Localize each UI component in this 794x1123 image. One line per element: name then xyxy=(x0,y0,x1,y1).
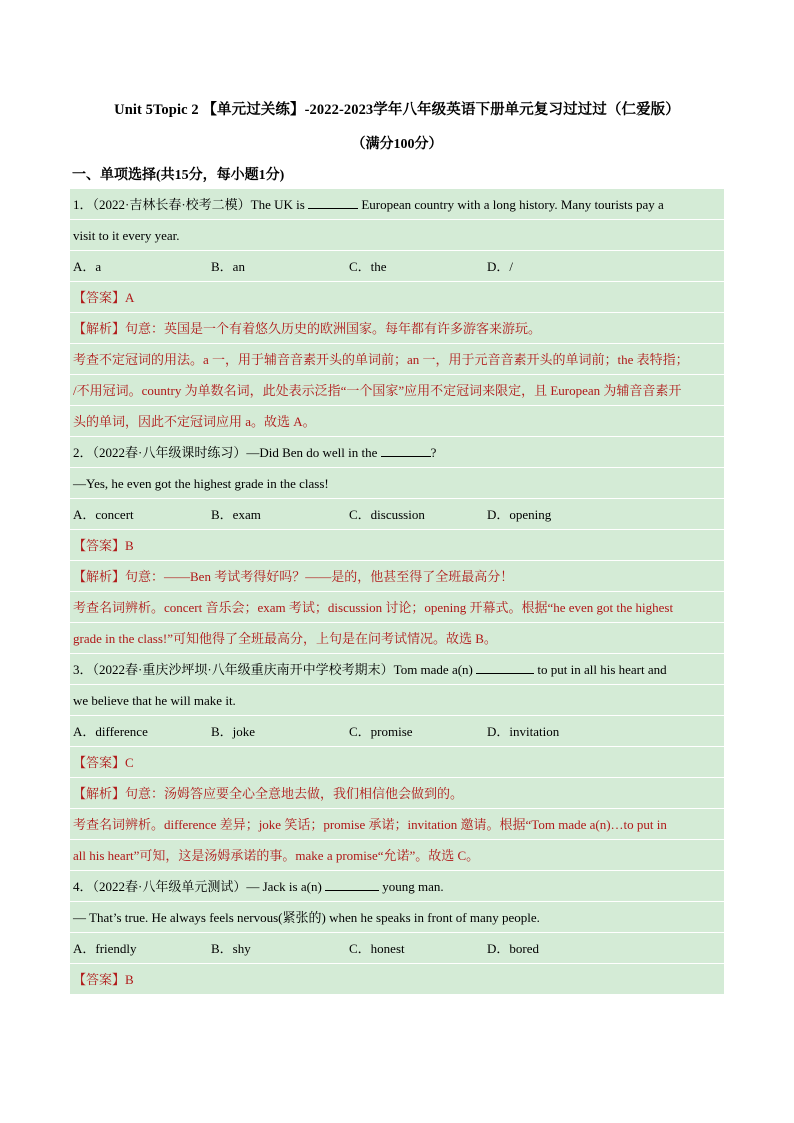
option-b: B．an xyxy=(211,259,245,274)
page-subtitle: （满分100分） xyxy=(351,137,443,152)
question-4-options xyxy=(70,933,724,964)
option-a: A．friendly xyxy=(73,941,137,956)
questions-block xyxy=(70,189,724,995)
option-c: C．honest xyxy=(349,941,405,956)
option-c: C．the xyxy=(349,259,387,274)
question-3-options xyxy=(70,716,724,747)
option-b: B．exam xyxy=(211,507,261,522)
question-2-answer: 【答案】B xyxy=(70,530,724,561)
question-1-explanation-line: 头的单词，因此不定冠词应用 a。故选 A。 xyxy=(70,406,724,437)
answer-blank xyxy=(308,196,358,209)
answer-blank xyxy=(325,878,379,891)
question-1-explanation-line: 考查不定冠词的用法。a 一，用于辅音音素开头的单词前；an 一，用于元音音素开头的单词前；the 表特指； xyxy=(70,344,724,375)
question-2-explanation: 【解析】句意：——Ben 考试考得好吗？——是的，他甚至得了全班最高分！ xyxy=(70,561,724,592)
page-title: Unit 5Topic 2 【单元过关练】-2022-2023学年八年级英语下册单元复习过过过（仁爱版） xyxy=(114,102,680,118)
question-2-explanation-line: 考查名词辨析。concert 音乐会；exam 考试；discussion 讨论；opening 开幕式。根据“he even got the highest xyxy=(70,592,724,623)
question-1-stem: 1．（2022·吉林长春·校考二模）The UK is European country with a long history. Many tourists pay a xyxy=(70,189,724,220)
option-a: A．concert xyxy=(73,507,134,522)
question-1-answer: 【答案】A xyxy=(70,282,724,313)
option-b: B．shy xyxy=(211,941,251,956)
section-heading: 一、单项选择(共15分，每小题1分) xyxy=(72,168,285,183)
question-3-answer: 【答案】C xyxy=(70,747,724,778)
question-3-explanation-line: all his heart”可知，这是汤姆承诺的事。make a promise“允诺”。故选 C。 xyxy=(70,840,724,871)
question-2-options xyxy=(70,499,724,530)
question-2-stem: 2．（2022春·八年级课时练习）—Did Ben do well in the ? xyxy=(70,437,724,468)
option-d: D．opening xyxy=(487,507,552,522)
question-3-stem: 3．（2022春·重庆沙坪坝·八年级重庆南开中学校考期末）Tom made a(n) to put in all his heart and xyxy=(70,654,724,685)
question-1-explanation-line: /不用冠词。country 为单数名词，此处表示泛指“一个国家”应用不定冠词来限定，且 European 为辅音音素开 xyxy=(70,375,724,406)
option-a: A．a xyxy=(73,259,102,274)
option-d: D．invitation xyxy=(487,724,560,739)
question-3-explanation-line: 考查名词辨析。difference 差异；joke 笑话；promise 承诺；invitation 邀请。根据“Tom made a(n)…to put in xyxy=(70,809,724,840)
question-4-answer: 【答案】B xyxy=(70,964,724,995)
question-3-explanation: 【解析】句意：汤姆答应要全心全意地去做，我们相信他会做到的。 xyxy=(70,778,724,809)
option-a: A．difference xyxy=(73,724,148,739)
question-3-stem-cont: we believe that he will make it. xyxy=(70,685,724,716)
answer-blank xyxy=(381,444,431,457)
option-c: C．discussion xyxy=(349,507,425,522)
question-4-stem-cont: — That’s true. He always feels nervous(紧张的) when he speaks in front of many people. xyxy=(70,902,724,933)
question-1-options xyxy=(70,251,724,282)
option-d: D．/ xyxy=(487,259,514,274)
question-2-stem-cont: —Yes, he even got the highest grade in the class! xyxy=(70,468,724,499)
question-4-stem: 4．（2022春·八年级单元测试）— Jack is a(n) young man. xyxy=(70,871,724,902)
answer-blank xyxy=(476,661,534,674)
option-c: C．promise xyxy=(349,724,413,739)
question-2-explanation-line: grade in the class!”可知他得了全班最高分，上句是在问考试情况。故选 B。 xyxy=(70,623,724,654)
question-1-stem-cont: visit to it every year. xyxy=(70,220,724,251)
question-1-explanation: 【解析】句意：英国是一个有着悠久历史的欧洲国家。每年都有许多游客来游玩。 xyxy=(70,313,724,344)
option-d: D．bored xyxy=(487,941,539,956)
option-b: B．joke xyxy=(211,724,256,739)
